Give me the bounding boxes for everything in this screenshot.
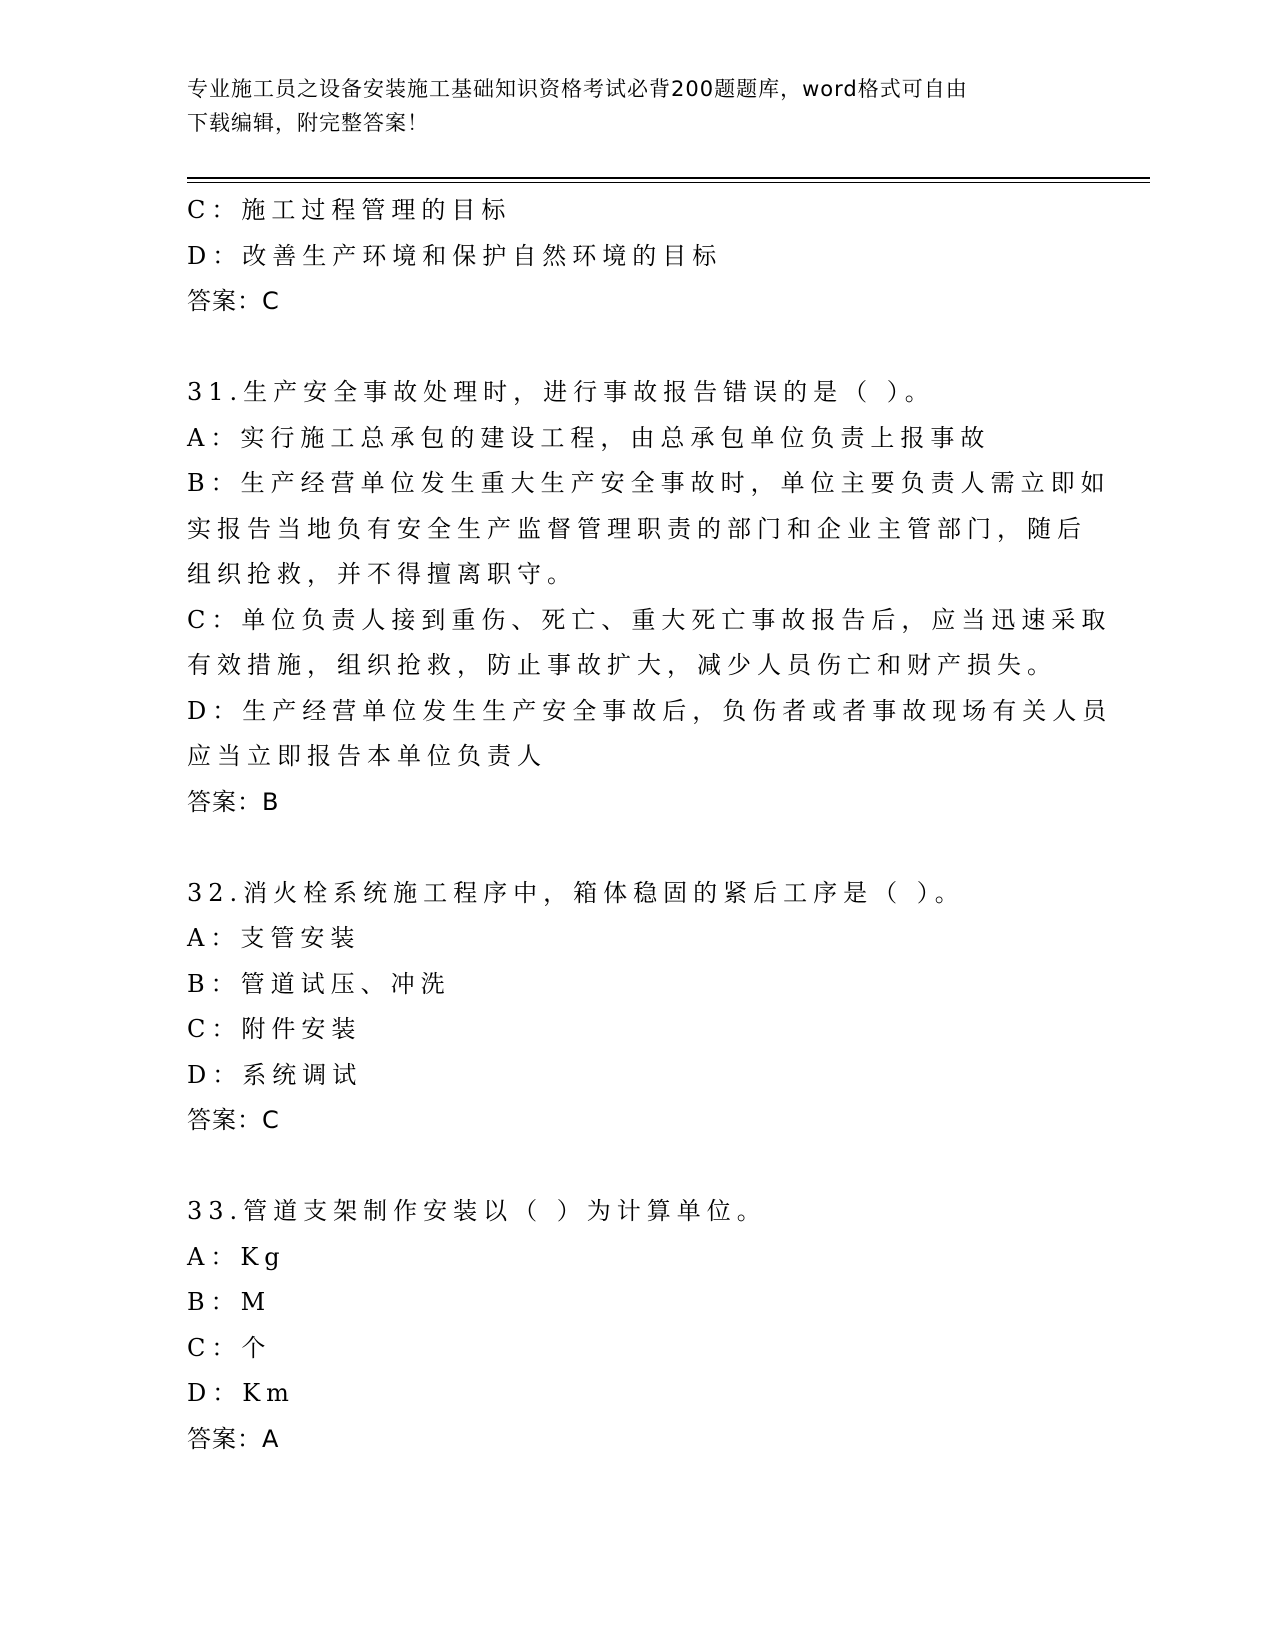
question-30-tail [187, 188, 1087, 325]
option-c: C：施工过程管理的目标 [187, 196, 512, 224]
header-title-line-1: 专业施工员之设备安装施工基础知识资格考试必背200题题库，word格式可自由 [187, 77, 968, 101]
question-stem: 32.消火栓系统施工程序中，箱体稳固的紧后工序是（ ）。 [187, 878, 965, 907]
question-33 [187, 1189, 1087, 1462]
option-a: A：实行施工总承包的建设工程，由总承包单位负责上报事故 [187, 423, 991, 452]
option-c: C：个 [187, 1333, 272, 1362]
option-b: B：生产经营单位发生重大生产安全事故时，单位主要负责人需立即如 [187, 469, 1111, 497]
answer-line: 答案：C [187, 287, 280, 315]
option-c: C：单位负责人接到重伤、死亡、重大死亡事故报告后，应当迅速采取 [187, 605, 1112, 634]
answer-line: 答案：B [187, 787, 280, 816]
document-header [187, 72, 1067, 140]
option-d-continued: 应当立即报告本单位负责人 [187, 742, 547, 770]
question-spacer [187, 325, 1087, 371]
option-b-continued: 实报告当地负有安全生产监督管理职责的部门和企业主管部门，随后 [187, 514, 1087, 543]
option-d: D：生产经营单位发生生产安全事故后，负伤者或者事故现场有关人员 [187, 696, 1113, 725]
option-b-continued: 组织抢救，并不得擅离职守。 [187, 560, 577, 588]
question-spacer [187, 825, 1087, 871]
option-d: D：Km [187, 1379, 295, 1407]
question-spacer [187, 1144, 1087, 1190]
option-b: B：M [187, 1288, 272, 1316]
question-content [187, 188, 1113, 1462]
header-divider-thin [187, 182, 1150, 183]
option-b: B：管道试压、冲洗 [187, 969, 451, 998]
header-title-line-2: 下载编辑，附完整答案！ [187, 111, 429, 135]
question-stem: 33.管道支架制作安装以（ ）为计算单位。 [187, 1197, 767, 1225]
answer-line: 答案：C [187, 1106, 280, 1134]
header-divider-thick [187, 177, 1150, 179]
question-31 [187, 370, 1113, 825]
option-c-continued: 有效措施，组织抢救，防止事故扩大，减少人员伤亡和财产损失。 [187, 651, 1057, 679]
option-a: A：Kg [187, 1242, 286, 1271]
question-stem: 31.生产安全事故处理时，进行事故报告错误的是（ ）。 [187, 378, 935, 406]
option-a: A：支管安装 [187, 924, 361, 952]
option-c: C：附件安装 [187, 1015, 362, 1043]
option-d: D：改善生产环境和保护自然环境的目标 [187, 241, 723, 270]
answer-line: 答案：A [187, 1424, 280, 1453]
question-32 [187, 871, 1087, 1144]
option-d: D：系统调试 [187, 1060, 363, 1089]
